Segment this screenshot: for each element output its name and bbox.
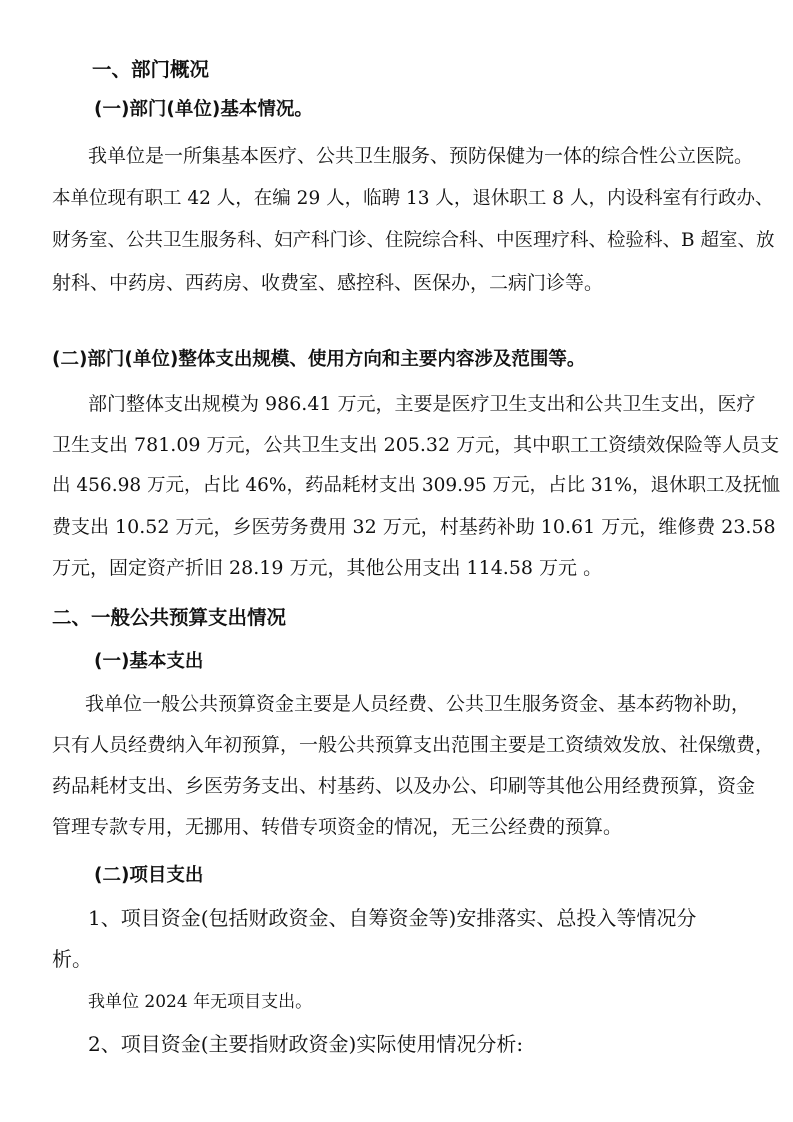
paragraph-line: 万元，固定资产折旧 28.19 万元，其他公用支出 114.58 万元 。 [52,557,603,579]
paragraph-line: 我单位一般公共预算资金主要是人员经费、公共卫生服务资金、基本药物补助， [85,693,751,715]
item-1-line: 1、项目资金(包括财政资金、自筹资金等)安排落实、总投入等情况分 [88,906,697,930]
section-1-title: 一、部门概况 [92,58,210,81]
paragraph-line: 本单位现有职工 42 人，在编 29 人，临聘 13 人，退休职工 8 人，内设科室有行政办、 [52,188,774,209]
paragraph-line: 射科、中药房、西药房、收费室、感控科、医保办，二病门诊等。 [52,272,604,294]
paragraph-line: 只有人员经费纳入年初预算，一般公共预算支出范围主要是工资绩效发放、社保缴费， [52,734,775,756]
section-2-sub-1-title: (一)基本支出 [94,651,204,672]
paragraph-line: 财务室、公共卫生服务科、妇产科门诊、住院综合科、中医理疗科、检验科、B 超室、放 [52,230,775,251]
paragraph-line: 部门整体支出规模为 986.41 万元，主要是医疗卫生支出和公共卫生支出，医疗 [88,393,756,415]
item-1-line: 析。 [52,947,92,971]
item-2-line: 2、项目资金(主要指财政资金)实际使用情况分析: [88,1032,524,1056]
paragraph-line: 出 456.98 万元，占比 46%，药品耗材支出 309.95 万元，占比 31%，退休职工及抚恤 [52,475,780,496]
paragraph-line: 我单位是一所集基本医疗、公共卫生服务、预防保健为一体的综合性公立医院。 [88,145,754,167]
section-2-sub-2-title: (二)项目支出 [94,865,204,886]
section-1-sub-1-title: (一)部门(单位)基本情况。 [94,99,313,120]
section-1-sub-2-title: (二)部门(单位)整体支出规模、使用方向和主要内容涉及范围等。 [52,349,586,370]
paragraph-line: 药品耗材支出、乡医劳务支出、村基药、以及办公、印刷等其他公用经费预算，资金 [52,775,756,797]
paragraph-line: 卫生支出 781.09 万元，公共卫生支出 205.32 万元，其中职工工资绩效保险等人员支 [52,434,780,456]
paragraph-line: 管理专款专用，无挪用、转借专项资金的情况，无三公经费的预算。 [52,816,623,838]
paragraph-line: 费支出 10.52 万元，乡医劳务费用 32 万元，村基药补助 10.61 万元，维修费 23.58 [52,516,776,538]
item-1-note: 我单位 2024 年无项目支出。 [88,992,313,1012]
section-2-title: 二、一般公共预算支出情况 [52,606,287,629]
